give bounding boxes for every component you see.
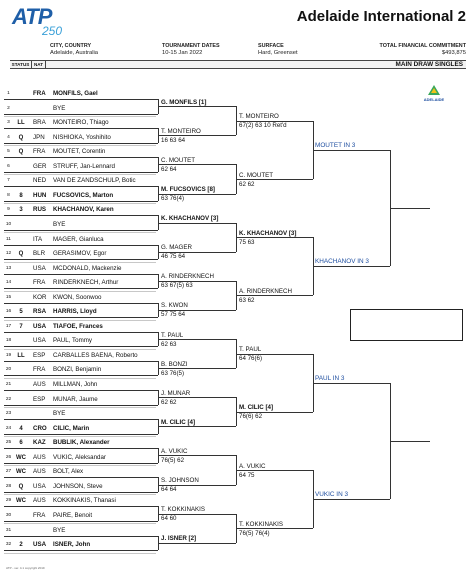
r3-line <box>236 412 313 413</box>
player-row <box>0 147 158 157</box>
player-underline <box>4 506 158 507</box>
city-label: CITY, COUNTRY <box>50 43 92 49</box>
player-row <box>0 205 158 215</box>
player-underline <box>4 157 158 158</box>
draw-position: 31 <box>5 527 12 533</box>
round2-score: 57 75 64 <box>161 311 186 319</box>
round2-score: 62 63 <box>161 340 177 348</box>
round3-winner: K. KHACHANOV [3] <box>239 229 297 237</box>
qf-result: MOUTET IN 3 <box>315 141 356 149</box>
r3-line <box>236 354 313 355</box>
player-underline <box>4 143 158 144</box>
player-row <box>0 453 158 463</box>
r3-line <box>236 121 313 122</box>
player-underline <box>4 99 158 100</box>
player-name: TIAFOE, Frances <box>53 322 103 330</box>
draw-position: 21 <box>5 382 12 387</box>
round3-score: 76(6) 62 <box>239 413 263 421</box>
player-underline <box>4 317 158 318</box>
player-name: HARRIS, Lloyd <box>53 308 97 316</box>
round3-score: 76(5) 76(4) <box>239 529 270 537</box>
r3-line <box>236 179 313 180</box>
draw-position: 10 <box>5 221 12 227</box>
match-separator <box>4 349 156 350</box>
player-underline <box>4 390 158 391</box>
qf-result: PAUL IN 3 <box>315 374 345 382</box>
draw-position: 5 <box>7 149 10 155</box>
r2-line <box>158 485 236 486</box>
player-row <box>0 351 158 361</box>
player-nationality: FRA <box>33 148 46 156</box>
round2-winner: G. MAGER <box>161 244 192 252</box>
player-nationality: USA <box>33 541 47 549</box>
player-name: BYE <box>53 220 66 228</box>
player-name: BUBLIK, Alexander <box>53 439 110 447</box>
round2-winner: G. MONFILS [1] <box>161 98 207 106</box>
player-underline <box>4 172 158 173</box>
player-name: FUCSOVICS, Marton <box>53 191 114 199</box>
draw-position: 12 <box>5 251 12 257</box>
draw-position: 24 <box>5 425 12 431</box>
player-name: PAUL, Tommy <box>53 337 92 345</box>
player-nationality: NED <box>33 177 47 185</box>
r2-line <box>158 455 236 456</box>
player-name: BOLT, Alex <box>53 468 84 476</box>
qf-result: VUKIC IN 3 <box>315 491 349 499</box>
player-nationality: USA <box>33 482 46 490</box>
draw-position: 8 <box>7 192 10 198</box>
player-status: 6 <box>19 440 23 447</box>
player-row <box>0 118 158 128</box>
player-underline <box>4 463 158 464</box>
round2-score: 76(5) 62 <box>161 456 185 464</box>
qf-result: KHACHANOV IN 3 <box>315 258 369 266</box>
surface-value: Hard, Greenset <box>258 50 298 56</box>
round3-winner: T. MONTEIRO <box>239 113 279 121</box>
player-underline <box>4 128 158 129</box>
player-nationality: AUS <box>33 453 46 461</box>
match-separator <box>4 291 156 292</box>
player-nationality: AUS <box>33 497 46 505</box>
round3-score: 64 76(6) <box>239 355 263 363</box>
player-name: MILLMAN, John <box>53 381 98 388</box>
draw-position: 22 <box>5 396 12 402</box>
player-name: PAIRE, Benoit <box>53 511 93 519</box>
round2-winner: M. CILIC [4] <box>161 418 196 426</box>
city-value: Adelaide, Australia <box>50 50 99 56</box>
player-status: Q <box>18 251 24 258</box>
r3-line <box>236 295 313 296</box>
player-underline <box>4 259 158 260</box>
player-nationality: BLR <box>33 250 46 258</box>
player-name: ISNER, John <box>53 541 91 549</box>
player-row <box>0 409 158 419</box>
player-name: JOHNSON, Steve <box>53 482 103 490</box>
round3-winner: M. CILIC [4] <box>239 404 274 412</box>
player-row <box>0 278 158 288</box>
footer-note: ATP - ver. 4.1 copyright 2019 <box>6 566 45 570</box>
round3-score: 62 62 <box>239 180 255 188</box>
player-status: 4 <box>19 425 23 432</box>
player-underline <box>4 274 158 275</box>
round3-score: 64 75 <box>239 471 255 479</box>
logo-250-text: 250 <box>42 24 63 38</box>
player-status: WC <box>16 469 26 476</box>
player-name: BYE <box>53 526 66 534</box>
player-name: NISHIOKA, Yoshihito <box>53 133 111 141</box>
player-row <box>0 424 158 434</box>
r2-line <box>158 223 236 224</box>
player-underline <box>4 288 158 289</box>
player-underline <box>4 303 158 304</box>
player-status: 3 <box>19 207 23 214</box>
r3-line <box>236 470 313 471</box>
match-separator <box>4 232 156 233</box>
player-row <box>0 482 158 492</box>
draw-position: 6 <box>7 163 10 169</box>
player-underline <box>4 245 158 246</box>
player-status: 2 <box>19 542 23 549</box>
tournament-title: Adelaide International 2 <box>296 8 466 25</box>
player-row <box>0 380 158 390</box>
draw-position: 14 <box>5 280 12 286</box>
player-row <box>0 235 158 245</box>
player-underline <box>4 419 158 420</box>
match-separator <box>4 320 156 321</box>
player-name: KWON, Soonwoo <box>53 293 102 301</box>
player-name: GERASIMOV, Egor <box>53 250 107 258</box>
player-nationality: KAZ <box>33 439 46 447</box>
r2-line <box>158 397 236 398</box>
draw-position: 18 <box>5 338 12 344</box>
r2-line <box>158 281 236 282</box>
player-row <box>0 307 158 317</box>
qf-line <box>313 150 390 151</box>
player-row <box>0 438 158 448</box>
draw-position: 16 <box>5 309 12 315</box>
round2-score: 62 64 <box>161 165 177 173</box>
draw-position: 29 <box>5 498 12 504</box>
round2-score: 64 60 <box>161 515 177 523</box>
player-nationality: AUS <box>33 468 46 476</box>
r2-line <box>158 194 236 195</box>
qf-line <box>313 499 390 500</box>
nat-column-header: NAT <box>32 61 46 68</box>
player-status: LL <box>17 120 25 127</box>
round3-score: 63 62 <box>239 296 255 304</box>
player-nationality: USA <box>33 322 47 330</box>
round3-winner: A. RINDERKNECH <box>239 287 292 295</box>
round2-score: 62 62 <box>161 398 177 406</box>
qf-line <box>313 383 390 384</box>
player-underline <box>4 448 158 449</box>
round2-score: 63 76(4) <box>161 195 185 203</box>
player-underline <box>4 186 158 187</box>
player-underline <box>4 477 158 478</box>
match-separator <box>4 262 156 263</box>
draw-position: 30 <box>5 512 12 518</box>
r3-line <box>236 237 313 238</box>
draw-position: 17 <box>5 323 12 329</box>
round2-score: 64 64 <box>161 486 177 494</box>
player-row <box>0 176 158 186</box>
round2-winner: B. BONZI <box>161 360 188 368</box>
status-column-header: STATUS <box>10 61 32 68</box>
player-name: MAGER, Gianluca <box>53 235 104 243</box>
adelaide-logo <box>422 84 446 106</box>
r2-line <box>158 514 236 515</box>
player-name: MCDONALD, Mackenzie <box>53 264 122 272</box>
player-underline <box>4 332 158 333</box>
match-separator <box>4 174 156 175</box>
draw-position: 9 <box>7 207 10 213</box>
atp-250-logo <box>12 4 72 40</box>
commitment-label: TOTAL FINANCIAL COMMITMENT <box>379 43 466 49</box>
player-row <box>0 264 158 274</box>
match-separator <box>4 116 156 117</box>
player-name: MUNAR, Jaume <box>53 395 98 403</box>
player-nationality: AUS <box>33 381 46 388</box>
player-nationality: FRA <box>33 511 46 519</box>
player-nationality: RUS <box>33 206 47 214</box>
player-underline <box>4 434 158 435</box>
player-underline <box>4 536 158 537</box>
draw-type-label: MAIN DRAW SINGLES <box>395 61 463 68</box>
player-underline <box>4 201 158 202</box>
round2-winner: T. KOKKINAKIS <box>161 506 206 514</box>
round2-winner: J. MUNAR <box>161 389 191 397</box>
match-separator <box>4 378 156 379</box>
r2-line <box>158 426 236 427</box>
player-row <box>0 191 158 201</box>
r2-line <box>158 543 236 544</box>
draw-position: 25 <box>5 440 12 446</box>
player-underline <box>4 215 158 216</box>
round2-winner: A. RINDERKNECH <box>161 273 214 281</box>
draw-position: 2 <box>7 105 10 111</box>
player-underline <box>4 230 158 231</box>
round3-winner: A. VUKIC <box>239 462 266 470</box>
match-separator <box>4 494 156 495</box>
draw-position: 26 <box>5 454 12 460</box>
player-nationality: JPN <box>33 133 45 141</box>
player-nationality: GER <box>33 162 47 170</box>
draw-position: 13 <box>5 265 12 271</box>
player-underline <box>4 521 158 522</box>
round2-winner: J. ISNER [2] <box>161 535 197 543</box>
player-underline <box>4 114 158 115</box>
round3-winner: T. PAUL <box>239 346 262 354</box>
r2-line <box>158 368 236 369</box>
sf-line <box>390 441 430 442</box>
adelaide-logo-text: ADELAIDE <box>423 97 445 102</box>
player-nationality: ITA <box>33 235 43 243</box>
header-bar <box>10 60 466 69</box>
player-row <box>0 395 158 405</box>
player-name: MONFILS, Gael <box>53 90 98 97</box>
round2-winner: T. PAUL <box>161 331 184 339</box>
round2-winner: T. MONTEIRO <box>161 127 201 135</box>
player-row <box>0 365 158 375</box>
player-name: MONTEIRO, Thiago <box>53 119 109 127</box>
player-name: RINDERKNECH, Arthur <box>53 279 119 287</box>
r2-line <box>158 106 236 107</box>
round3-score: 75 63 <box>239 238 255 246</box>
round2-winner: S. KWON <box>161 302 188 310</box>
dates-value: 10-15 Jan 2022 <box>162 50 203 56</box>
player-underline <box>4 405 158 406</box>
r3-line <box>236 528 313 529</box>
player-row <box>0 133 158 143</box>
sf-line <box>390 208 430 209</box>
draw-position: 32 <box>5 542 12 548</box>
player-name: KOKKINAKIS, Thanasi <box>53 497 116 505</box>
draw-position: 4 <box>7 134 10 140</box>
match-separator <box>4 553 156 554</box>
player-row <box>0 220 158 230</box>
match-separator <box>4 523 156 524</box>
r2-line <box>158 310 236 311</box>
draw-position: 27 <box>5 469 12 475</box>
player-nationality: ESP <box>33 351 46 359</box>
draw-position: 19 <box>5 352 12 358</box>
player-nationality: USA <box>33 264 46 272</box>
player-status: Q <box>18 483 24 490</box>
player-row <box>0 336 158 346</box>
player-status: 5 <box>19 309 23 316</box>
player-row <box>0 540 158 550</box>
player-nationality: HUN <box>33 191 47 199</box>
player-row <box>0 162 158 172</box>
player-row <box>0 89 158 99</box>
player-nationality: FRA <box>33 279 46 287</box>
player-name: MOUTET, Corentin <box>53 148 106 156</box>
draw-position: 3 <box>7 120 10 126</box>
draw-position: 7 <box>7 178 10 184</box>
player-row <box>0 496 158 506</box>
player-underline <box>4 492 158 493</box>
player-name: CILIC, Marin <box>53 424 90 432</box>
player-row <box>0 467 158 477</box>
player-status: 7 <box>19 323 23 330</box>
round2-score: 46 75 64 <box>161 253 186 261</box>
player-nationality: ESP <box>33 395 46 403</box>
surface-label: SURFACE <box>258 43 284 49</box>
draw-position: 15 <box>5 294 12 300</box>
player-name: CARBALLES BAENA, Roberto <box>53 351 138 359</box>
player-row <box>0 511 158 521</box>
player-row <box>0 104 158 114</box>
r2-line <box>158 164 236 165</box>
round3-winner: C. MOUTET <box>239 171 274 179</box>
player-status: WC <box>16 498 26 505</box>
draw-position: 20 <box>5 367 12 373</box>
player-nationality: FRA <box>33 90 46 97</box>
round2-winner: C. MOUTET <box>161 156 196 164</box>
player-name: STRUFF, Jan-Lennard <box>53 162 115 170</box>
match-separator <box>4 465 156 466</box>
player-row <box>0 293 158 303</box>
player-status: WC <box>16 454 26 461</box>
r2-line <box>158 339 236 340</box>
player-nationality: BRA <box>33 119 46 127</box>
dates-label: TOURNAMENT DATES <box>162 43 220 49</box>
player-nationality: USA <box>33 337 46 345</box>
player-status: Q <box>18 149 24 156</box>
player-row <box>0 322 158 332</box>
player-underline <box>4 346 158 347</box>
empty-final-box <box>350 309 463 341</box>
player-nationality: CRO <box>33 424 47 432</box>
round2-winner: S. JOHNSON <box>161 477 199 485</box>
r2-line <box>158 252 236 253</box>
draw-position: 11 <box>6 236 11 242</box>
player-status: 8 <box>19 192 23 199</box>
player-nationality: FRA <box>33 366 46 374</box>
match-separator <box>4 407 156 408</box>
logo-atp-text: ATP <box>12 4 52 29</box>
commitment-value: $493,875 <box>441 50 466 56</box>
round2-winner: M. FUCSOVICS [8] <box>161 186 215 194</box>
r2-line <box>158 135 236 136</box>
match-separator <box>4 436 156 437</box>
player-name: BYE <box>53 410 66 418</box>
player-nationality: KOR <box>33 293 47 301</box>
player-row <box>0 249 158 259</box>
player-name: BYE <box>53 104 66 112</box>
player-row <box>0 526 158 536</box>
draw-position: 23 <box>5 411 12 417</box>
round3-winner: T. KOKKINAKIS <box>239 520 284 528</box>
round2-score: 16 63 64 <box>161 136 186 144</box>
player-status: LL <box>17 352 25 359</box>
player-underline <box>4 550 158 551</box>
draw-position: 28 <box>5 483 12 489</box>
player-underline <box>4 361 158 362</box>
round2-winner: K. KHACHANOV [3] <box>161 215 219 223</box>
draw-position: 1 <box>7 91 10 96</box>
round2-winner: A. VUKIC <box>161 447 188 455</box>
player-name: KHACHANOV, Karen <box>53 206 114 214</box>
player-nationality: RSA <box>33 308 47 316</box>
match-separator <box>4 145 156 146</box>
player-name: BONZI, Benjamin <box>53 366 102 374</box>
player-name: VUKIC, Aleksandar <box>53 453 106 461</box>
round2-score: 63 67(5) 63 <box>161 282 193 290</box>
match-separator <box>4 203 156 204</box>
player-underline <box>4 375 158 376</box>
qf-line <box>313 266 390 267</box>
round2-score: 63 76(5) <box>161 369 185 377</box>
round3-score: 67(2) 63 10 Ret'd <box>239 122 287 130</box>
player-status: Q <box>18 134 24 141</box>
player-name: VAN DE ZANDSCHULP, Botic <box>53 177 136 185</box>
